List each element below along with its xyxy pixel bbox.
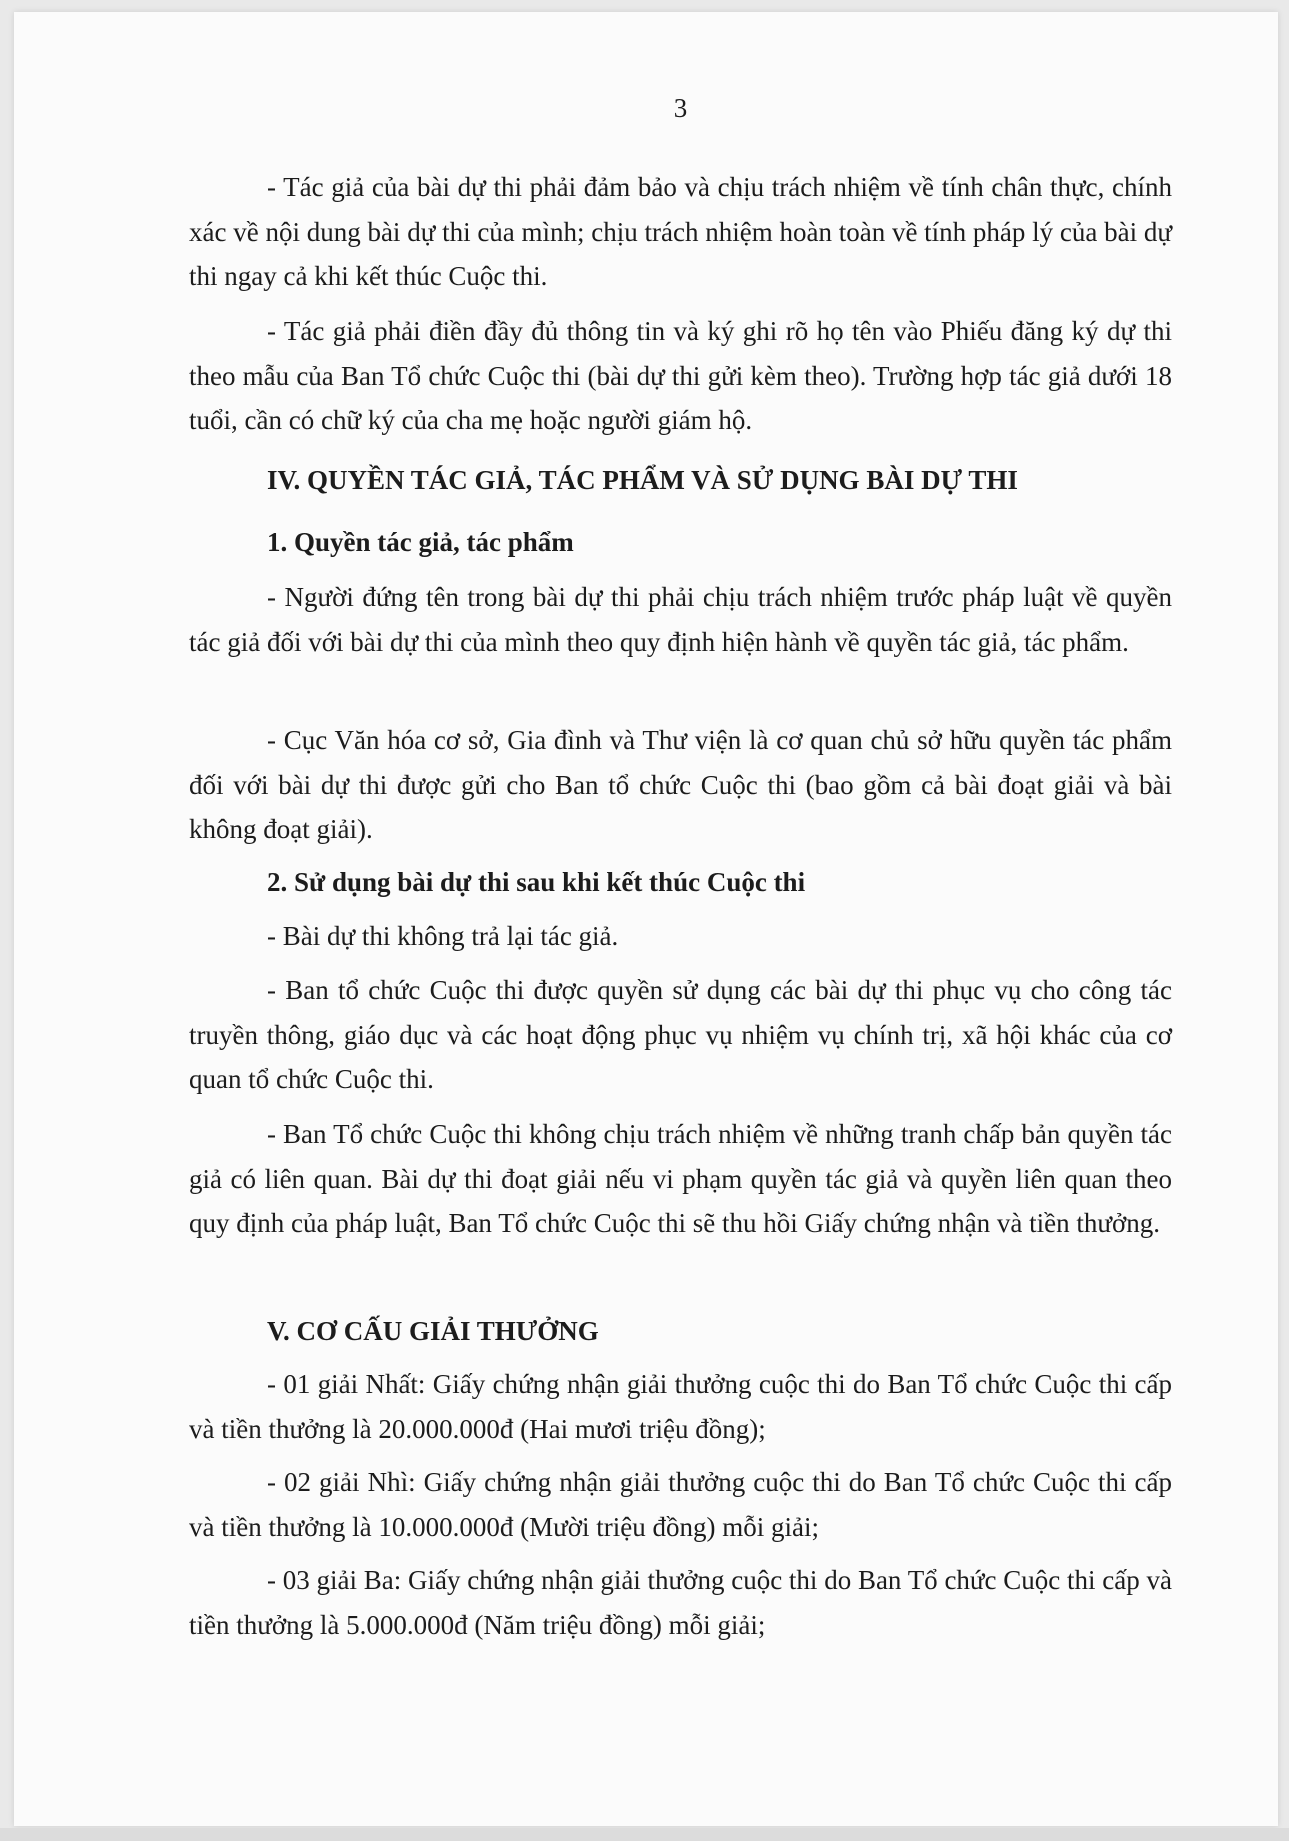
- paragraph-copyright-responsibility: - Người đứng tên trong bài dự thi phải chịu trách nhiệm trước pháp luật về quyền tác giả đối với bài dự thi của mình theo quy định hiện hành về quyền tác giả, tác phẩm.: [189, 582, 1172, 657]
- section-v-heading: V. CƠ CẤU GIẢI THƯỞNG: [267, 1316, 599, 1346]
- section-iv-heading: IV. QUYỀN TÁC GIẢ, TÁC PHẨM VÀ SỬ DỤNG BÀI DỰ THI: [267, 465, 1018, 495]
- paragraph-author-responsibility: - Tác giả của bài dự thi phải đảm bảo và chịu trách nhiệm về tính chân thực, chính xác về nội dung bài dự thi của mình; chịu trách nhiệm hoàn toàn về tính pháp lý của bài dự thi ngay cả khi kết thúc Cuộc thi.: [189, 172, 1173, 291]
- paragraph-registration-form: - Tác giả phải điền đầy đủ thông tin và ký ghi rõ họ tên vào Phiếu đăng ký dự thi theo mẫu của Ban Tổ chức Cuộc thi (bài dự thi gửi kèm theo). Trường hợp tác giả dưới 18 tuổi, cần có chữ ký của cha mẹ hoặc người giám hộ.: [189, 316, 1172, 435]
- prize-second: - 02 giải Nhì: Giấy chứng nhận giải thưởng cuộc thi do Ban Tổ chức Cuộc thi cấp và tiền thưởng là 10.000.000đ (Mười triệu đồng) mỗi giải;: [189, 1467, 1172, 1542]
- bottom-strip: [0, 1828, 1289, 1841]
- prize-first: - 01 giải Nhất: Giấy chứng nhận giải thưởng cuộc thi do Ban Tổ chức Cuộc thi cấp và tiền thưởng là 20.000.000đ (Hai mươi triệu đồng);: [189, 1369, 1172, 1444]
- paragraph-copyright-owner: - Cục Văn hóa cơ sở, Gia đình và Thư viện là cơ quan chủ sở hữu quyền tác phẩm đối với bài dự thi được gửi cho Ban tổ chức Cuộc thi (bao gồm cả bài đoạt giải và bài không đoạt giải).: [189, 725, 1172, 844]
- page-number: 3: [673, 93, 688, 123]
- paragraph-not-returned: - Bài dự thi không trả lại tác giả.: [267, 921, 619, 951]
- subsection-2-heading: 2. Sử dụng bài dự thi sau khi kết thúc Cuộc thi: [267, 867, 806, 897]
- prize-third: - 03 giải Ba: Giấy chứng nhận giải thưởng cuộc thi do Ban Tổ chức Cuộc thi cấp và tiền thưởng là 5.000.000đ (Năm triệu đồng) mỗi giải;: [189, 1565, 1172, 1640]
- paragraph-usage-rights: - Ban tổ chức Cuộc thi được quyền sử dụng các bài dự thi phục vụ cho công tác truyền thông, giáo dục và các hoạt động phục vụ nhiệm vụ chính trị, xã hội khác của cơ quan tổ chức Cuộc thi.: [189, 975, 1172, 1094]
- paragraph-disputes: - Ban Tổ chức Cuộc thi không chịu trách nhiệm về những tranh chấp bản quyền tác giả có liên quan. Bài dự thi đoạt giải nếu vi phạm quyền tác giả và quyền liên quan theo quy định của pháp luật, Ban Tổ chức Cuộc thi sẽ thu hồi Giấy chứng nhận và tiền thưởng.: [189, 1119, 1172, 1238]
- document-page: [14, 12, 1278, 1826]
- subsection-1-heading: 1. Quyền tác giả, tác phẩm: [267, 527, 574, 557]
